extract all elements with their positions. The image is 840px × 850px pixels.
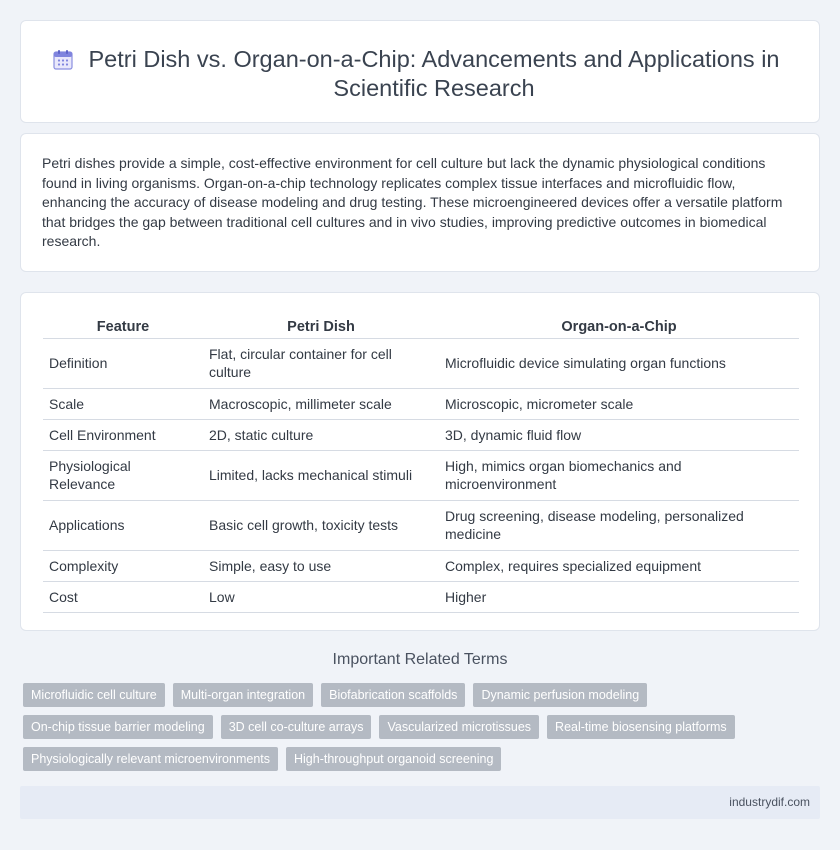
table-row [43,338,799,388]
comparison-card [20,292,820,631]
header-petri-dish: Petri Dish [203,315,439,338]
related-terms-title: Important Related Terms [332,651,508,668]
tag-row [23,715,823,739]
table-cell: 3D, dynamic fluid flow [439,419,799,450]
table-row [43,419,799,450]
tag-dynamic-perfusion-modeling[interactable]: Dynamic perfusion modeling [473,683,647,707]
related-terms-tags [23,683,823,779]
tag-physiologically-relevant-microenvironments[interactable]: Physiologically relevant microenvironments [23,747,278,771]
table-cell: High, mimics organ biomechanics and microenvironment [439,450,799,500]
tag-row [23,683,823,707]
table-cell: Flat, circular container for cell culture [203,338,439,388]
tag-multi-organ-integration[interactable]: Multi-organ integration [173,683,313,707]
tag-3d-cell-co-culture-arrays[interactable]: 3D cell co-culture arrays [221,715,372,739]
table-cell: Drug screening, disease modeling, personalized medicine [439,500,799,550]
page-title: Petri Dish vs. Organ-on-a-Chip: Advancements and Applications in Scientific Research [88,46,780,101]
table-cell: Complex, requires specialized equipment [439,550,799,581]
table-row [43,581,799,612]
comparison-table [43,315,799,613]
table-cell: Microscopic, micrometer scale [439,388,799,419]
footer [20,786,820,819]
tag-biofabrication-scaffolds[interactable]: Biofabrication scaffolds [321,683,465,707]
table-cell: Basic cell growth, toxicity tests [203,500,439,550]
table-cell: Physiological Relevance [43,450,203,500]
table-row [43,450,799,500]
table-row [43,500,799,550]
table-cell: Cell Environment [43,419,203,450]
table-cell: Microfluidic device simulating organ functions [439,338,799,388]
table-row [43,388,799,419]
tag-real-time-biosensing-platforms[interactable]: Real-time biosensing platforms [547,715,735,739]
table-header-row [43,315,799,338]
table-cell: Low [203,581,439,612]
table-row [43,550,799,581]
table-cell: Macroscopic, millimeter scale [203,388,439,419]
table-cell: Applications [43,500,203,550]
table-cell: Definition [43,338,203,388]
header-organ-on-a-chip: Organ-on-a-Chip [439,315,799,338]
table-cell: Higher [439,581,799,612]
table-cell: Cost [43,581,203,612]
tag-microfluidic-cell-culture[interactable]: Microfluidic cell culture [23,683,165,707]
header-card [20,20,820,123]
tag-row [23,747,823,771]
tag-on-chip-tissue-barrier-modeling[interactable]: On-chip tissue barrier modeling [23,715,213,739]
table-cell: Complexity [43,550,203,581]
tag-vascularized-microtissues[interactable]: Vascularized microtissues [379,715,539,739]
table-cell: Simple, easy to use [203,550,439,581]
tag-high-throughput-organoid-screening[interactable]: High-throughput organoid screening [286,747,501,771]
table-cell: Limited, lacks mechanical stimuli [203,450,439,500]
intro-paragraph: Petri dishes provide a simple, cost-effective environment for cell culture but lack the dynamic physiological conditions found in living organisms. Organ-on-a-chip technology replicates complex tissue interfaces and microfluidic flow, enhancing the accuracy of disease modeling and drug testing. These microengineered devices offer a versatile platform that bridges the gap between traditional cell cultures and in vivo studies, improving predictive outcomes in biomedical research. [42,155,783,249]
intro-card [20,133,820,272]
header-feature: Feature [43,315,203,338]
table-cell: Scale [43,388,203,419]
footer-site-name[interactable]: industrydif.com [729,795,810,809]
table-cell: 2D, static culture [203,419,439,450]
